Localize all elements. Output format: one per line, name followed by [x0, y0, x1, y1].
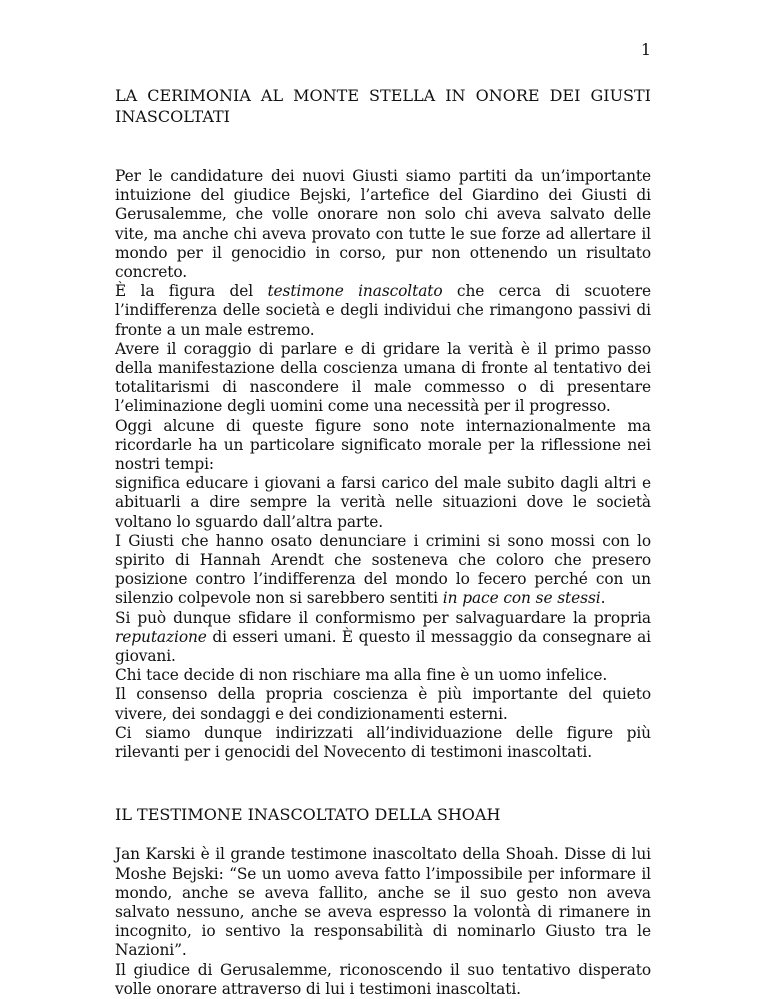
- paragraph: [115, 167, 651, 282]
- paragraph: [115, 532, 651, 609]
- paragraph: [115, 685, 651, 723]
- paragraph: [115, 282, 651, 340]
- section-heading-shoah: IL TESTIMONE INASCOLTATO DELLA SHOAH: [115, 805, 501, 825]
- paragraph: [115, 666, 651, 685]
- paragraph: [115, 609, 651, 667]
- paragraph-text: Ci siamo dunque indirizzati all’individuazione delle figure più rilevanti per i genocidi del Novecento di testimoni inascoltati.: [115, 723, 651, 762]
- section-heading-ceremony: LA CERIMONIA AL MONTE STELLA IN ONORE DEI GIUSTI INASCOLTATI: [115, 86, 651, 126]
- italic-text: in pace con se stessi: [442, 589, 601, 608]
- paragraph-text: Il giudice di Gerusalemme, riconoscendo il suo tentativo disperato volle onorare attraverso di lui i testimoni inascoltati.: [115, 960, 651, 998]
- paragraph-text: che cerca di scuotere l’indifferenza delle società e degli individui che rimangono passivi di fronte a un male estremo.: [115, 282, 652, 339]
- section-ceremony-body: [115, 167, 651, 762]
- paragraph-text: significa educare i giovani a farsi carico del male subito dagli altri e abituarli a dire sempre la verità nelle situazioni dove le società voltano lo sguardo dall’altra parte.: [115, 474, 651, 531]
- paragraph-text: I Giusti che hanno osato denunciare i crimini si sono mossi con lo spirito di Hannah Arendt che sosteneva che coloro che presero posizione contro l’indifferenza del mondo lo fecero perché con un silenzio colpevole non si sarebbero sentiti: [115, 531, 651, 608]
- paragraph: [115, 724, 651, 762]
- paragraph-text: Oggi alcune di queste figure sono note internazionalmente ma ricordarle ha un particolare significato morale per la riflessione nei nostri tempi:: [115, 416, 651, 474]
- paragraph: [115, 845, 651, 960]
- paragraph-text: Si può dunque sfidare il conformismo per salvaguardare la propria: [115, 608, 651, 627]
- italic-text: testimone inascoltato: [267, 282, 443, 301]
- paragraph: [115, 340, 651, 417]
- italic-text: reputazione: [115, 627, 207, 646]
- document-body: [115, 85, 651, 999]
- paragraph-text: Il consenso della propria coscienza è più importante del quieto vivere, dei sondaggi e dei condizionamenti esterni.: [115, 685, 651, 723]
- paragraph: [115, 961, 651, 999]
- section-shoah-body: [115, 845, 651, 999]
- paragraph-text: Avere il coraggio di parlare e di gridare la verità è il primo passo della manifestazione della coscienza umana di fronte al tentativo dei totalitarismi di nascondere il male commesso o di presentare l’eliminazione degli uomini come una necessità per il progresso.: [115, 339, 651, 416]
- paragraph: [115, 474, 651, 532]
- paragraph-text: Per le candidature dei nuovi Giusti siamo partiti da un’importante intuizione del giudice Bejski, l’artefice del Giardino dei Giusti di Gerusalemme, che volle onorare non solo chi aveva salvato delle vite, ma anche chi aveva provato con tutte le sue forze ad allertare il mondo per il genocidio in corso, pur non ottenendo un risultato concreto.: [115, 167, 651, 282]
- paragraph-text: È la figura del: [115, 282, 268, 301]
- paragraph: [115, 417, 651, 475]
- paragraph-text: Chi tace decide di non rischiare ma alla fine è un uomo infelice.: [115, 666, 608, 685]
- page-number: 1: [640, 40, 651, 59]
- paragraph-text: Jan Karski è il grande testimone inascoltato della Shoah. Disse di lui Moshe Bejski: “Se un uomo aveva fatto l’impossibile per informare il mondo, anche se aveva fallito, anche se il suo gesto non aveva salvato nessuno, anche se aveva espresso la volontà di rimanere in incognito, io sentivo la responsabilità di nominarlo Giusto tra le Nazioni”.: [115, 845, 651, 960]
- paragraph-text: .: [600, 589, 606, 608]
- paragraph-text: di esseri umani. È questo il messaggio da consegnare ai giovani.: [115, 627, 651, 666]
